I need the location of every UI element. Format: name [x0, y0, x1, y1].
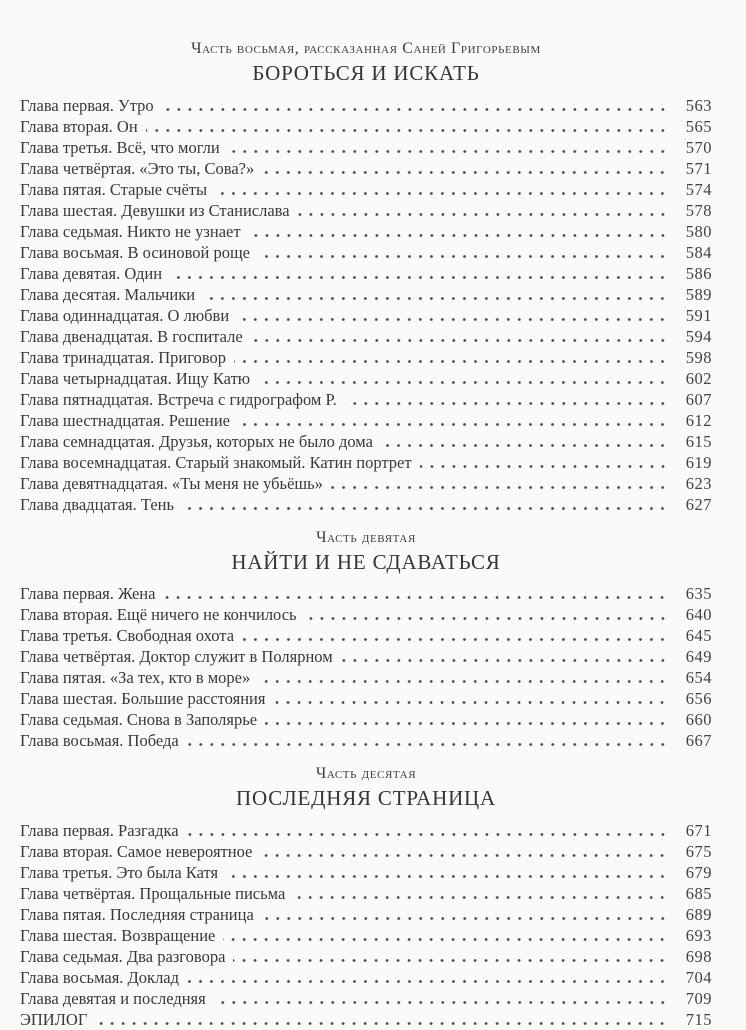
dot-leader — [381, 443, 671, 448]
page-number: 654 — [685, 668, 712, 688]
page-number: 675 — [685, 841, 712, 861]
toc-entry — [20, 389, 712, 410]
page-number: 584 — [685, 242, 712, 262]
toc-section — [20, 529, 712, 752]
chapter-title: Глава семнадцатая. Друзья, которых не было дома — [20, 431, 373, 451]
part-title: НАЙТИ И НЕ СДАВАТЬСЯ — [231, 549, 501, 574]
dot-leader — [251, 338, 671, 343]
chapter-title: Глава пятая. «За тех, кто в море» — [20, 668, 251, 688]
toc-entry — [20, 967, 712, 988]
toc-section — [20, 765, 712, 1030]
page-number: 689 — [685, 904, 712, 924]
page-number: 649 — [685, 647, 712, 667]
toc-entry — [20, 95, 712, 116]
toc-entry — [20, 883, 712, 904]
dot-leader — [260, 853, 671, 858]
chapter-title: Глава одиннадцатая. О любви — [20, 305, 230, 325]
page-number: 704 — [685, 967, 712, 987]
page-number: 615 — [685, 431, 712, 451]
page-number: 570 — [685, 137, 712, 157]
toc-entry — [20, 221, 712, 242]
toc-entry — [20, 410, 712, 431]
dot-leader — [215, 191, 671, 196]
page-number: 693 — [685, 925, 712, 945]
toc-entry — [20, 305, 712, 326]
page-number: 698 — [685, 946, 712, 966]
chapter-title: Глава вторая. Он — [20, 116, 138, 136]
toc-entry — [20, 494, 712, 515]
toc-entry — [20, 179, 712, 200]
dot-leader — [187, 742, 671, 747]
chapter-title: Глава девятнадцатая. «Ты меня не убьёшь» — [20, 473, 323, 493]
part-label: Часть десятая — [315, 765, 417, 783]
chapter-title: Глава восьмая. Победа — [20, 731, 179, 751]
entry-list — [20, 583, 712, 751]
chapter-title: Глава восьмая. Доклад — [20, 967, 180, 987]
toc-entry — [20, 988, 712, 1009]
page-number: 627 — [685, 494, 712, 514]
part-title: ПОСЛЕДНЯЯ СТРАНИЦА — [236, 786, 496, 811]
toc-entry — [20, 263, 712, 284]
chapter-title: Глава девятая и последняя — [20, 988, 206, 1008]
dot-leader — [226, 874, 671, 879]
page-number: 679 — [685, 862, 712, 882]
section-header — [20, 765, 712, 811]
dot-leader — [238, 422, 671, 427]
section-header — [20, 40, 712, 86]
toc-entry — [20, 904, 712, 925]
dot-leader — [234, 359, 671, 364]
chapter-title: Глава шестнадцатая. Решение — [20, 410, 230, 430]
chapter-title: Глава четвёртая. Доктор служит в Полярном — [20, 647, 333, 667]
part-label: Часть девятая — [316, 528, 416, 546]
chapter-title: Глава шестая. Большие расстояния — [20, 689, 266, 709]
page-number: 586 — [685, 263, 712, 283]
chapter-title: Глава девятая. Один — [20, 263, 163, 283]
chapter-title: Глава десятая. Мальчики — [20, 284, 196, 304]
part-label: Часть восьмая, рассказанная Саней Григорьевым — [191, 40, 541, 57]
dot-leader — [242, 637, 671, 642]
chapter-title: Глава пятнадцатая. Встреча с гидрографом Р. — [20, 389, 337, 409]
dot-leader — [95, 1021, 671, 1026]
chapter-title: Глава третья. Это была Катя — [20, 862, 219, 882]
toc-entry — [20, 583, 712, 604]
chapter-title: Глава вторая. Самое невероятное — [20, 841, 253, 861]
dot-leader — [237, 317, 671, 322]
dot-leader — [163, 595, 671, 600]
section-header — [20, 529, 712, 575]
toc-entry — [20, 730, 712, 751]
toc-entry — [20, 820, 712, 841]
page-number: 612 — [685, 410, 712, 430]
part-title: БОРОТЬСЯ И ИСКАТЬ — [252, 61, 480, 86]
dot-leader — [265, 721, 671, 726]
chapter-title: Глава четвёртая. Прощальные письма — [20, 883, 286, 903]
page-number: 563 — [685, 95, 712, 115]
toc-entry — [20, 158, 712, 179]
chapter-title: Глава четырнадцатая. Ищу Катю — [20, 368, 251, 388]
toc-entry — [20, 200, 712, 221]
toc — [20, 40, 712, 1030]
chapter-title: Глава третья. Всё, что могли — [20, 137, 220, 157]
toc-entry — [20, 431, 712, 452]
dot-leader — [305, 616, 671, 621]
entry-list — [20, 95, 712, 515]
dot-leader — [262, 170, 671, 175]
dot-leader — [214, 1000, 671, 1005]
page-number: 589 — [685, 284, 712, 304]
toc-entry — [20, 452, 712, 473]
dot-leader — [273, 700, 671, 705]
dot-leader — [262, 916, 671, 921]
chapter-title: Глава пятая. Последняя страница — [20, 904, 254, 924]
dot-leader — [345, 401, 671, 406]
page-number: 602 — [685, 368, 712, 388]
chapter-title: Глава шестая. Возвращение — [20, 925, 216, 945]
toc-section — [20, 40, 712, 515]
toc-entry — [20, 709, 712, 730]
chapter-title: Глава шестая. Девушки из Станислава — [20, 200, 290, 220]
toc-entry — [20, 368, 712, 389]
dot-leader — [331, 485, 671, 490]
dot-leader — [293, 895, 671, 900]
page-number: 715 — [685, 1009, 712, 1029]
page-number: 645 — [685, 626, 712, 646]
page-number: 623 — [685, 473, 712, 493]
chapter-title: Глава вторая. Ещё ничего не кончилось — [20, 605, 297, 625]
chapter-title: Глава седьмая. Два разговора — [20, 946, 226, 966]
page-number: 619 — [685, 452, 712, 472]
chapter-title: Глава первая. Утро — [20, 95, 154, 115]
page-number: 656 — [685, 689, 712, 709]
page-number: 685 — [685, 883, 712, 903]
toc-entry — [20, 137, 712, 158]
dot-leader — [258, 254, 671, 259]
chapter-title: Глава пятая. Старые счёты — [20, 179, 208, 199]
toc-entry — [20, 646, 712, 667]
dot-leader — [298, 212, 671, 217]
dot-leader — [182, 506, 671, 511]
toc-entry — [20, 841, 712, 862]
toc-entry — [20, 473, 712, 494]
toc-entry — [20, 347, 712, 368]
dot-leader — [249, 233, 671, 238]
dot-leader — [146, 128, 671, 133]
chapter-title: Глава восьмая. В осиновой роще — [20, 242, 250, 262]
toc-entry — [20, 1009, 712, 1030]
chapter-title: Глава третья. Свободная охота — [20, 626, 235, 646]
chapter-title: Глава двадцатая. Тень — [20, 494, 174, 514]
dot-leader — [162, 107, 671, 112]
page-number: 571 — [685, 158, 712, 178]
page-number: 565 — [685, 116, 712, 136]
chapter-title: Глава седьмая. Снова в Заполярье — [20, 710, 258, 730]
chapter-title: Глава четвёртая. «Это ты, Сова?» — [20, 158, 255, 178]
chapter-title: Глава двенадцатая. В госпитале — [20, 326, 243, 346]
toc-entry — [20, 946, 712, 967]
dot-leader — [187, 832, 671, 837]
page-number: 578 — [685, 200, 712, 220]
chapter-title: Глава первая. Жена — [20, 584, 156, 604]
toc-entry — [20, 625, 712, 646]
toc-entry — [20, 688, 712, 709]
toc-entry — [20, 862, 712, 883]
page-number: 640 — [685, 605, 712, 625]
dot-leader — [187, 979, 671, 984]
dot-leader — [233, 958, 671, 963]
chapter-title: ЭПИЛОГ — [20, 1009, 88, 1029]
dot-leader — [341, 658, 671, 663]
page-number: 667 — [685, 731, 712, 751]
page-number: 709 — [685, 988, 712, 1008]
dot-leader — [228, 149, 671, 154]
page-number: 591 — [685, 305, 712, 325]
page-number: 635 — [685, 584, 712, 604]
page-number: 598 — [685, 347, 712, 367]
toc-entry — [20, 242, 712, 263]
dot-leader — [258, 679, 671, 684]
page-number: 574 — [685, 179, 712, 199]
page-number: 671 — [685, 820, 712, 840]
chapter-title: Глава тринадцатая. Приговор — [20, 347, 227, 367]
chapter-title: Глава восемнадцатая. Старый знакомый. Катин портрет — [20, 452, 412, 472]
page-number: 594 — [685, 326, 712, 346]
toc-entry — [20, 326, 712, 347]
page-number: 607 — [685, 389, 712, 409]
chapter-title: Глава первая. Разгадка — [20, 820, 179, 840]
entry-list — [20, 820, 712, 1030]
toc-entry — [20, 284, 712, 305]
toc-entry — [20, 667, 712, 688]
page-number: 580 — [685, 221, 712, 241]
dot-leader — [203, 296, 671, 301]
toc-entry — [20, 604, 712, 625]
dot-leader — [420, 464, 671, 469]
dot-leader — [170, 275, 671, 280]
chapter-title: Глава седьмая. Никто не узнает — [20, 221, 241, 241]
toc-entry — [20, 925, 712, 946]
page-number: 660 — [685, 710, 712, 730]
dot-leader — [258, 380, 671, 385]
toc-entry — [20, 116, 712, 137]
dot-leader — [223, 937, 671, 942]
